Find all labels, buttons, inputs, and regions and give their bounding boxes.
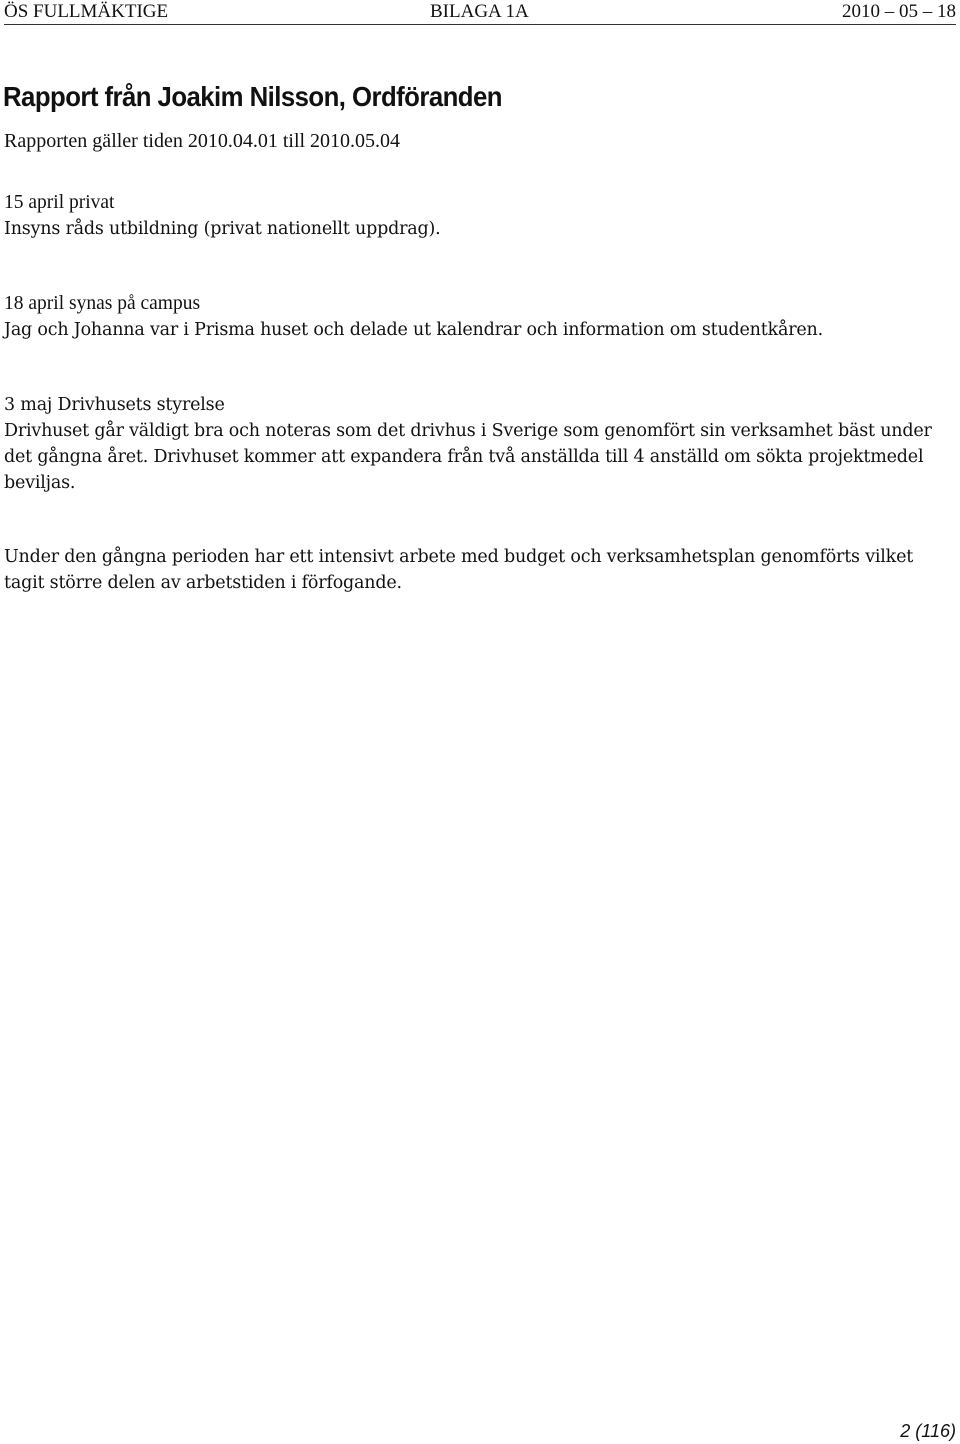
closing-paragraph: Under den gångna perioden har ett intensivt arbete med budget och verksamhetsplan genomförts vilket tagit större delen av arbetstiden i förfogande. bbox=[4, 547, 914, 593]
report-title: Rapport från Joakim Nilsson, Ordföranden bbox=[3, 81, 502, 112]
entry-april-18 bbox=[4, 291, 954, 343]
entry-body: Insyns råds utbildning (privat nationellt uppdrag). bbox=[4, 219, 441, 239]
page-header bbox=[4, 0, 956, 25]
page-number: 2 (116) bbox=[900, 1421, 956, 1441]
header-attachment: BILAGA 1A bbox=[430, 1, 529, 22]
entry-april-15 bbox=[4, 190, 954, 242]
header-date: 2010 – 05 – 18 bbox=[842, 1, 956, 22]
entry-body: Drivhuset går väldigt bra och noteras som det drivhus i Sverige som genomfört sin verksamhet bäst under det gångna året. Drivhuset kommer att expandera från två anställda till 4 anställd om sökta projektmedel beviljas. bbox=[4, 421, 932, 493]
report-period: Rapporten gäller tiden 2010.04.01 till 2010.05.04 bbox=[4, 130, 401, 152]
entry-heading: 15 april privat bbox=[4, 192, 115, 213]
entry-heading: 3 maj Drivhusets styrelse bbox=[4, 395, 225, 415]
entry-heading: 18 april synas på campus bbox=[4, 293, 201, 314]
entry-body: Jag och Johanna var i Prisma huset och delade ut kalendrar och information om studentkåren. bbox=[4, 320, 823, 340]
entry-may-3 bbox=[4, 392, 954, 496]
header-organization: ÖS FULLMÄKTIGE bbox=[4, 1, 169, 22]
